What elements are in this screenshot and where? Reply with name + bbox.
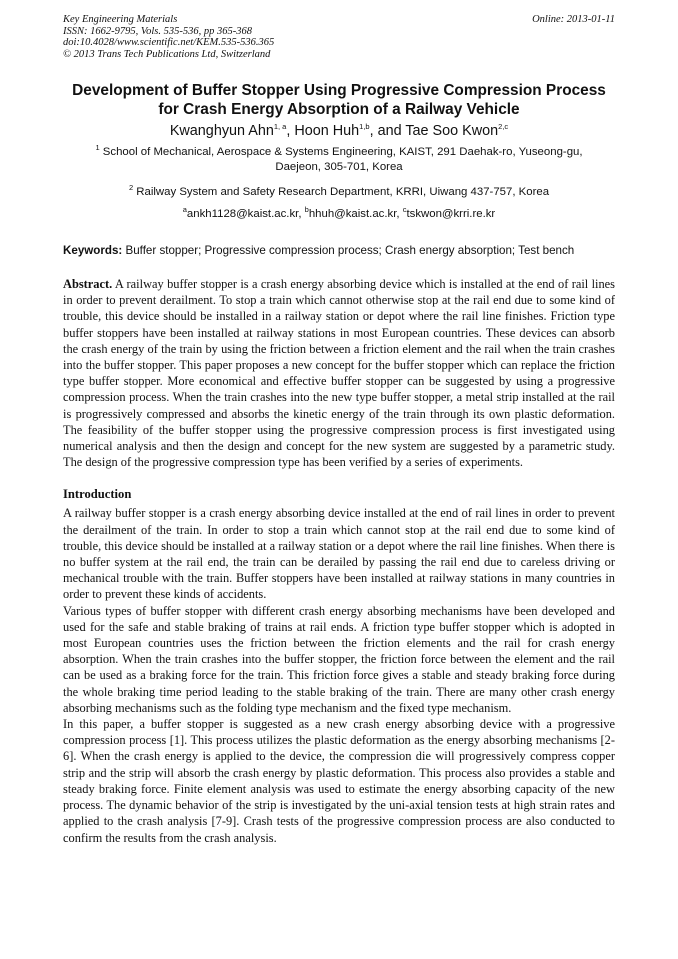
introduction-body <box>63 505 615 845</box>
email-b-sup: b <box>304 205 309 215</box>
email-c-sup: c <box>402 205 407 215</box>
author-list <box>63 122 615 140</box>
author-separator: , <box>286 123 295 139</box>
intro-paragraph-3: In this paper, a buffer stopper is suggested as a new crash energy absorbing device with a progressive compression process [1]. This process utilizes the plastic deformation as the energy absorbing mechanisms [2-6]. When the crash energy is applied to the device, the compression die will progressively compress copper strip and the strip will absorb the crash energy by plastic deformation. This process also provides a stable and steady braking force. Finite element analysis was used to estimate the energy absorbing capacity of the new process. The dynamic behavior of the strip is investigated by the uni-axial tension tests at high strain rates and applied to the crash analysis [7-9]. Crash tests of the progressive compression process are also conducted to confirm the results from the crash analysis. <box>63 717 615 845</box>
running-header <box>63 14 615 60</box>
author-3-name: Tae Soo Kwon <box>405 123 499 139</box>
title-line-1: Development of Buffer Stopper Using Progressive Compression Process <box>72 82 606 99</box>
abstract-label: Abstract. <box>63 277 113 291</box>
abstract-text: A railway buffer stopper is a crash energy absorbing device which is installed at the end of rail lines in order to prevent derailment. To stop a train which cannot otherwise stop at the rail end due to some kind of trouble, this device should be installed in a railway station or depot where the rail line finishes. Friction type buffer stoppers have been installed at railway stations in most European countries. These devices can absorb the crash energy of the train by using the friction between a friction element and the rail when the train crashes into the buffer stopper. This paper proposes a new concept for the buffer stopper which can replace the friction type buffer stopper. More economical and effective buffer stopper can be suggested by using a progressive compression process. When the train crashes into the new type buffer stopper, a metal strip installed at the rail is progressively compressed and absorbs the kinetic energy of the train through its own plastic deformation. The feasibility of the buffer stopper using the progressive compression process is first investigated using numerical analysis and then the design and concept for the new system are suggested by a parametric study. The design of the progressive compression type has been verified by a series of experiments. <box>63 277 615 470</box>
paper-title <box>63 81 615 119</box>
section-heading-introduction: Introduction <box>63 487 132 502</box>
author-2-sup: 1,b <box>359 122 370 132</box>
email-b: hhuh@kaist.ac.kr, <box>308 208 403 220</box>
copyright-line: © 2013 Trans Tech Publications Ltd, Switzerland <box>63 48 271 60</box>
affiliation-1-line-2: Daejeon, 305-701, Korea <box>275 161 403 173</box>
intro-paragraph-1: A railway buffer stopper is a crash energy absorbing device installed at the end of rail lines in order to prevent the derailment of the train. In order to stop a train which cannot stop at the rail end due to some kind of trouble, this device should be installed at a railway station or a depot where the rail line finishes. When there is no buffer system at the rail end, the train can be derailed by passing the rail end due to careless driving or mechanical trouble with the train. Buffer stoppers have been installed at railway stations in many countries in order to prevent these kinds of accidents. <box>63 506 615 602</box>
title-line-2: for Crash Energy Absorption of a Railway Vehicle <box>158 101 520 118</box>
keywords-text: Buffer stopper; Progressive compression process; Crash energy absorption; Test bench <box>122 244 575 257</box>
affiliation-1-line-1: School of Mechanical, Aerospace & Systems Engineering, KAIST, 291 Daehak-ro, Yuseong-gu, <box>99 146 583 158</box>
online-date: Online: 2013-01-11 <box>532 14 615 25</box>
email-c: tskwon@krri.re.kr <box>406 208 496 220</box>
keywords <box>63 243 615 258</box>
intro-paragraph-2: Various types of buffer stopper with different crash energy absorbing mechanisms have been developed and used for the safe and stable braking of trains at rail ends. A friction type buffer stopper which is adopted in most European countries uses the friction between the friction elements and the rail for crash energy absorption. When the train crashes into the buffer stopper, the friction force between the element and the rail can be used as a braking force for the train. This friction force gives a stable and steady braking force during the whole braking time period leading to the stable braking of the train. There are many other crash energy absorbing mechanisms such as the folding type mechanism and the fixed type mechanism. <box>63 603 615 715</box>
affiliation-1 <box>63 145 615 175</box>
affiliation-1-sup: 1 <box>95 143 100 153</box>
author-separator: , and <box>369 123 406 139</box>
email-a-sup: a <box>182 205 187 215</box>
author-1-name: Kwanghyun Ahn <box>169 123 274 139</box>
abstract <box>63 276 615 470</box>
author-emails <box>63 207 615 222</box>
journal-name: Key Engineering Materials <box>63 14 178 25</box>
keywords-label: Keywords: <box>63 244 123 257</box>
issn-line: ISSN: 1662-9795, Vols. 535-536, pp 365-368 <box>63 25 252 37</box>
paper-page <box>63 14 615 846</box>
author-3-sup: 2,c <box>498 122 509 132</box>
author-1-sup: 1, a <box>273 122 287 132</box>
doi-line: doi:10.4028/www.scientific.net/KEM.535-536.365 <box>63 37 275 48</box>
affiliation-2-text: Railway System and Safety Research Department, KRRI, Uiwang 437-757, Korea <box>133 186 550 198</box>
email-a: ankh1128@kaist.ac.kr, <box>186 208 305 220</box>
affiliation-2-sup: 2 <box>128 183 134 193</box>
author-2-name: Hoon Huh <box>294 123 360 139</box>
affiliation-2 <box>63 185 615 200</box>
